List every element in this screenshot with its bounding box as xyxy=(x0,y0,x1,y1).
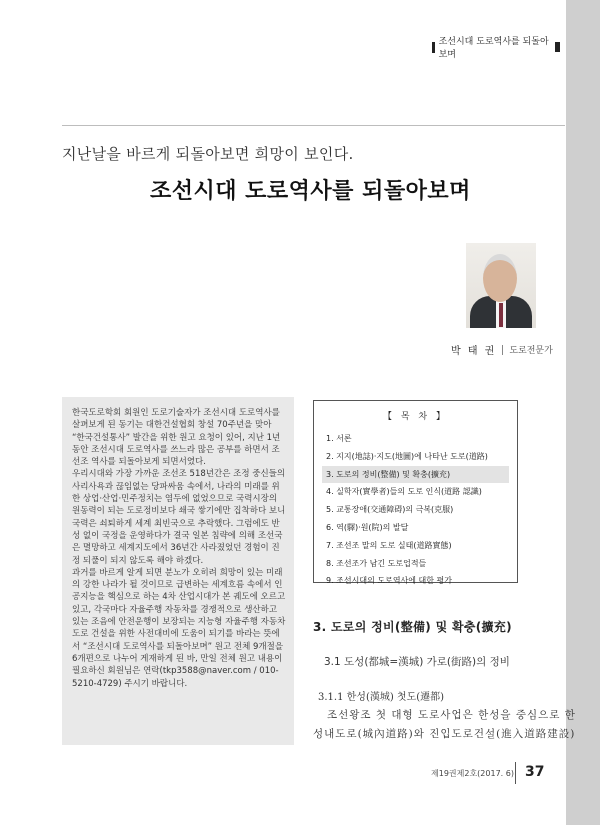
toc-item: 4. 실학자(實學者)들의 도로 인식(道路 認識) xyxy=(326,487,482,497)
running-title: 조선시대 도로역사를 되돌아보며 xyxy=(438,37,549,60)
toc-item: 6. 역(驛)·원(院)의 발달 xyxy=(326,522,409,532)
toc-item: 2. 지지(地誌)·지도(地圖)에 나타난 도로(道路) xyxy=(326,451,488,461)
toc-item: 1. 서론 xyxy=(326,434,352,443)
body-text-line: 조선왕조 첫 대형 도로사업은 한성을 중심으로 한 xyxy=(327,709,576,721)
toc-item: 7. 조선조 말의 도로 실태(道路實態) xyxy=(326,540,452,550)
footer-separator xyxy=(515,762,516,784)
author-photo xyxy=(466,243,536,328)
author-byline xyxy=(451,342,553,357)
footer-issue: 제19권제2호(2017. 6) xyxy=(431,769,514,778)
toc-item-active: 3. 도로의 정비(整備) 및 확충(擴充) xyxy=(322,466,509,484)
side-strip xyxy=(566,0,600,825)
author-tie xyxy=(499,303,503,327)
author-role: 도로전문가 xyxy=(509,346,553,356)
author-separator xyxy=(502,345,503,355)
author-head xyxy=(483,254,517,302)
intro-paragraph: 과거를 바르게 알게 되면 분노가 오히려 희망이 있는 미래의 강한 나라가 될 것이므로 급변하는 세계흐름 속에서 인공지능을 핵심으로 하는 4차 산업시대가 본 궤도에 오르고 있고, 각국마다 자율주행 자동차를 경쟁적으로 생산하고 있는 조음에 안전운행이 보장되는 지능형 자율주행 자동차도로 건설을 위한 사전대비에 도움이 되기를 바라는 뜻에서 “조선시대 도로역사를 되돌아보며” 원고 전체 9개절을 6개편으로 나누어 게재하게 된 바, 만일 전체 원고 내용이 필요하신 회원님은 연락(tkp3588@naver.com / 010-5210-4729) 주시기 바랍니다. xyxy=(72,567,286,689)
toc-item: 9. 조선시대의 도로역사에 대한 평가 xyxy=(326,576,452,586)
body-text-line: 성내도로(城內道路)와 진입도로건설(進入道路建設) xyxy=(313,728,576,740)
header-bar-icon xyxy=(432,42,435,53)
intro-box xyxy=(62,397,294,745)
subsubsection-heading: 3.1.1 한성(漢城) 첫도(遷都) xyxy=(318,692,445,703)
toc-item: 8. 조선조가 남긴 도로업적들 xyxy=(326,558,427,568)
author-name: 박 태 권 xyxy=(451,346,497,357)
article-title: 조선시대 도로역사를 되돌아보며 xyxy=(150,179,471,204)
header-rule xyxy=(62,125,565,126)
toc-title: 【 목 차 】 xyxy=(383,412,448,422)
page-number: 37 xyxy=(525,764,545,780)
section-heading: 3. 도로의 정비(整備) 및 확충(擴充) xyxy=(313,620,512,634)
header-square-icon xyxy=(555,42,560,52)
intro-paragraph: 우리시대와 가장 가까운 조선조 518년간은 조정 중신들의 사리사욕과 끊임없는 당파싸움 속에서, 나라의 미래를 위한 상업·산업·민주정치는 염두에 없었으므로 국력시장의 원동력이 되는 도로정비보다 쇄국 쌓기에만 집착하다 보니 국력은 쇠퇴하게 세계 최빈국으로 추락했다. 그럼에도 반성 없이 국정을 운영하다가 결국 일본 침략에 의해 조선국은 멸망하고 세계지도에서 36년간 사라졌었던 경험이 진정 되풀이 되지 않도록 해야 하겠다. xyxy=(72,469,286,566)
running-header xyxy=(432,37,560,60)
article-subtitle: 지난날을 바르게 되돌아보면 희망이 보인다. xyxy=(62,145,354,163)
toc-item: 5. 교통장애(交通障碍)의 극복(克服) xyxy=(326,505,454,515)
subsection-heading: 3.1 도성(都城=漢城) 가로(街路)의 정비 xyxy=(324,656,510,668)
table-of-contents xyxy=(313,400,518,586)
intro-paragraph: 한국도로학회 회원인 도로기술자가 조선시대 도로역사를 살펴보게 된 동기는 대한건설협회 창설 70주년을 맞아 “한국건설통사” 발간을 위한 원고 요청이 있어, 지난 1년 동안 조선시대 도로역사를 쓰느라 많은 공부를 하면서 조선조 역사를 되돌아보게 되면서였다. xyxy=(72,408,281,468)
